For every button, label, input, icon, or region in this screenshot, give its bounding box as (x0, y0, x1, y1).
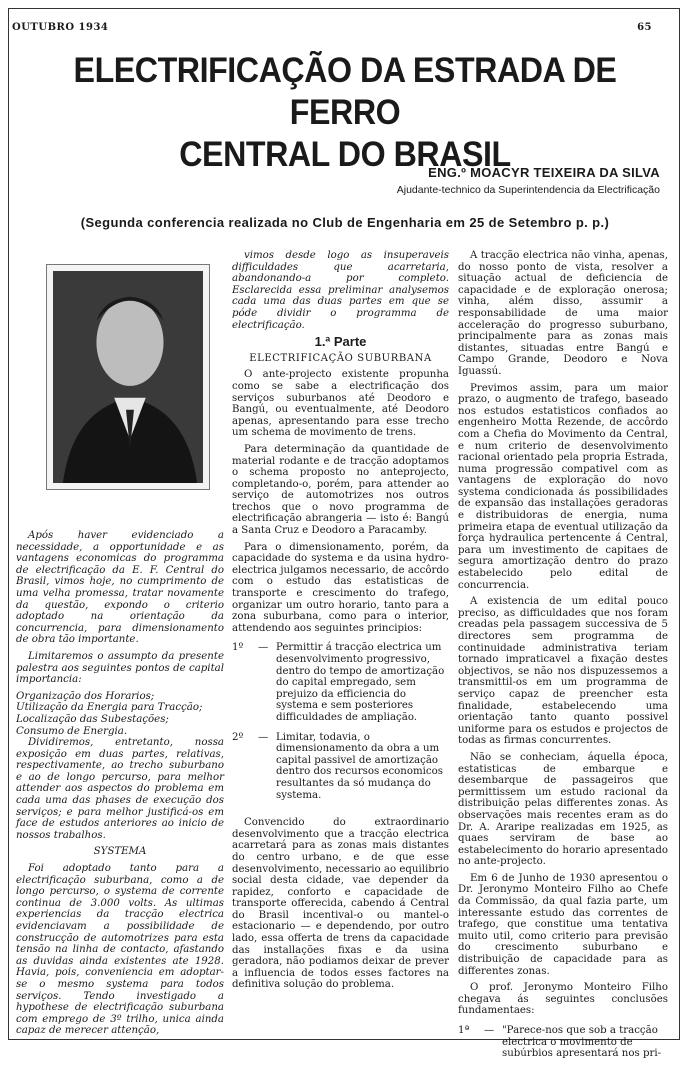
list-item: Utilização da Energia para Tracção; (16, 702, 203, 714)
principle-text: Limitar, todavia, o dimensionamento da obra a um capital passivel de amortização dentro dos recursos economicos resultantes da só mudança do systema. (276, 731, 443, 801)
principle-text: Permittir á tracção electrica um desenvolvimento progressivo, dentro do tempo de amortização do capital empregado, sem prejuizo da efficiencia do systema e sem posteriores difficuldades de ampliação. (276, 642, 445, 723)
author-portrait (46, 264, 210, 490)
paragraph: O ante-projecto existente propunha como se sabe a electrificação dos serviços suburbanos até Deodoro e Bangú, ou eventualmente, até Deodoro apenas, apresentando para esse trecho um schema de movimento de trens. (232, 369, 449, 439)
paragraph: Previmos assim, para um maior prazo, o augmento de trafego, baseado nos estudos estatisticos confiados ao engenheiro Motta Rezende, de accôrdo com a Chefia do Movimento da Central, e num criterio de desenvolvimento racional orientado pela propria Estrada, numa progressão compativel com as vantagens de exploração do novo systema condicionada ás possibilidades de expansão das installações geradoras e distribuidoras de energia, numa primeira etapa de eventual utilização da força hydraulica pertencente á Central, para um investimento de capitaes de segura amortização dentro do prazo estabelecido pelo edital de concurrencia. (458, 382, 668, 591)
subtitle: (Segunda conferencia realizada no Club de Engenharia em 25 de Setembro p. p.) (80, 215, 610, 230)
paragraph: A tracção electrica não vinha, apenas, do nosso ponto de vista, resolver a situação actual de deficiencia de capacidade e de exploração onerosa; vinha, além disso, assumir a responsabilidade de uma maior acceleração do progresso suburbano, principalmente para as zonas mais distantes, situadas entre Bangú e Campo Grande, Deodoro e Nova Iguassú. (458, 250, 668, 377)
principle-number: 2º (232, 731, 244, 743)
page-number: 65 (637, 22, 652, 33)
column-3 (458, 250, 668, 1068)
running-head (12, 22, 652, 33)
paragraph: Limitaremos o assumpto da presente palestra aos seguintes pontos de capital importancia: (16, 650, 224, 686)
list-item: Consumo de Energia. (16, 725, 128, 737)
author-block (397, 165, 660, 196)
title-line-2: CENTRAL DO BRASIL (179, 135, 511, 174)
paragraph: Para o dimensionamento, porém, da capacidade do systema e da usina hydro-electrica julgamos necessario, de accôrdo com o estudo das estatisticas de transporte e crescimento do trafego, organizar um outro horario, tanto para a zona suburbana, como para o interior, attendendo aos seguintes principios: (232, 541, 449, 634)
article-title (46, 50, 644, 176)
list-item: Localização das Subestações; (16, 713, 169, 725)
paragraph: Após haver evidenciado a necessidade, a opportunidade e as vantagens economicas do programma de electrificação da E. F. Central do Brasil, vimos hoje, no cumprimento de uma velha promessa, tratar novamente da questão, expondo o criterio adoptado na orientação da concurrencia, para dimensionamento de obra tão importante. (16, 530, 224, 646)
principle-item: 1º — Permittir á tracção electrica um desenvolvimento progressivo, dentro do tempo de amortização do capital empregado, sem prejuizo da efficiencia do systema e sem posteriores difficuldades de ampliação. (232, 642, 449, 723)
paragraph: Em 6 de Junho de 1930 apresentou o Dr. Jeronymo Monteiro Filho ao Chefe da Commissão, da qual fazia parte, um interessante estudo das correntes de trafego, que constitue uma tentativa muito util, como criterio para previsão do crescimento suburbano e distribuição de capacidade para as differentes zonas. (458, 872, 668, 977)
paragraph: vimos desde logo as insuperaveis difficuldades que acarretaria, abandonando-a por completo. Esclarecida essa preliminar analysemos cada uma das duas partes em que se póde dividir o programma de electrificação. (232, 250, 449, 331)
sub-heading: ELECTRIFICAÇÃO SUBURBANA (249, 352, 432, 364)
principle-number: 1º (232, 642, 244, 654)
principle-text: "Parece-nos que sob a tracção electrica o movimento de subúrbios apresentará nos pri- (502, 1025, 662, 1060)
paragraph: Convencido do extraordinario desenvolvimento que a tracção electrica acarretará para as zonas mais distantes do centro urbano, e de que esse desenvolvimento, necessario ao equilibrio social desta cidade, vae depender da rapidez, conforto e capacidade de transporte offerecida, cabendo á Central do Brasil incentival-o ou mantel-o estacionario — e dependendo, por outro lado, essa offerta de trens da capacidade das installações fixas e da usina geradora, não podiamos deixar de prever a influencia de todos esses factores na definitiva solução do problema. (232, 817, 449, 991)
paragraph: Não se conheciam, áquella época, estatisticas de embarque e desembarque de passageiros que permittissem um estudo racional da distribuição pelas differentes zonas. As observações mais recentes eram as do Dr. A. Araripe realizadas em 1925, as quaes serviram de base ao estabelecimento do horario apresentado no ante-projecto. (458, 751, 668, 868)
paragraph: Dividiremos, entretanto, nossa exposição em duas partes, relativas, respectivamente, ao trecho suburbano e ao de longo percurso, para melhor attender aos aspectos do problema em cada uma das phases de execução dos serviços; e para melhor justificá-os em face de estudos anteriores ao inicio de nossos trabalhos. (16, 737, 224, 841)
paragraph: A existencia de um edital pouco preciso, as difficuldades que nos foram creadas pela passagem successiva de 5 directores sem programma de continuidade administrativa teriam tornado impraticavel a fixação destes objectivos, se não nos dispuzessemos a transmittil-os em um programma de serviço capaz de preencher esta finalidade, estabelecendo uma orientação tanto quanto possivel uniforme para os estudos e projectos de todas as firmas concurrentes. (458, 596, 668, 747)
running-head-date: OUTUBRO 1934 (12, 22, 109, 33)
author-role: Ajudante-technico da Superintendencia da Electrificação (396, 184, 660, 196)
portrait-icon (53, 271, 203, 483)
part-heading: 1.ª Parte (314, 334, 367, 350)
column-2 (232, 250, 449, 996)
list-item: Organização dos Horarios; (16, 690, 155, 702)
column-1 (16, 250, 224, 1042)
paragraph: Foi adoptado tanto para a electrificação suburbana, como a de longo percurso, o systema de corrente continua de 3.000 volts. As ultimas experiencias da tracção electrica evidenciavam a possibilidade de construcção de automotrizes para esta tensão na linha de contacto, afastando as duvidas ainda existentes ate 1928. Havia, pois, conveniencia em adoptar-se o mesmo systema para todos serviços. Tendo investigado a hypothese de electrificação suburbana com emprego de 3º trilho, unica ainda capaz de merecer attenção, (16, 863, 224, 1037)
principle-number: 1ª (458, 1025, 470, 1036)
paragraph: O prof. Jeronymo Monteiro Filho chegava ás seguintes conclusões fundamentaes: (458, 982, 668, 1017)
author-name: ENG.º MOACYR TEIXEIRA DA SILVA (428, 165, 660, 180)
principle-item: 1ª — "Parece-nos que sob a tracção electrica o movimento de subúrbios apresentará nos pri- (458, 1025, 668, 1060)
principle-item: 2º — Limitar, todavia, o dimensionamento da obra a um capital passivel de amortização dentro dos recursos economicos resultantes da só mudança do systema. (232, 732, 449, 802)
title-line-1: ELECTRIFICAÇÃO DA ESTRADA DE FERRO (73, 51, 617, 132)
paragraph: Para determinação da quantidade de material rodante e de tracção adoptamos o schema proposto no anteprojecto, completando-o, porém, para attender ao serviço de automotrizes nos outros trechos que o novo programma de electrificação abrangeria — isto é: Bangú a Santa Cruz e Deodoro a Paracamby. (232, 443, 449, 537)
column-1-body (16, 530, 224, 1037)
section-heading: SYSTEMA (93, 846, 147, 858)
